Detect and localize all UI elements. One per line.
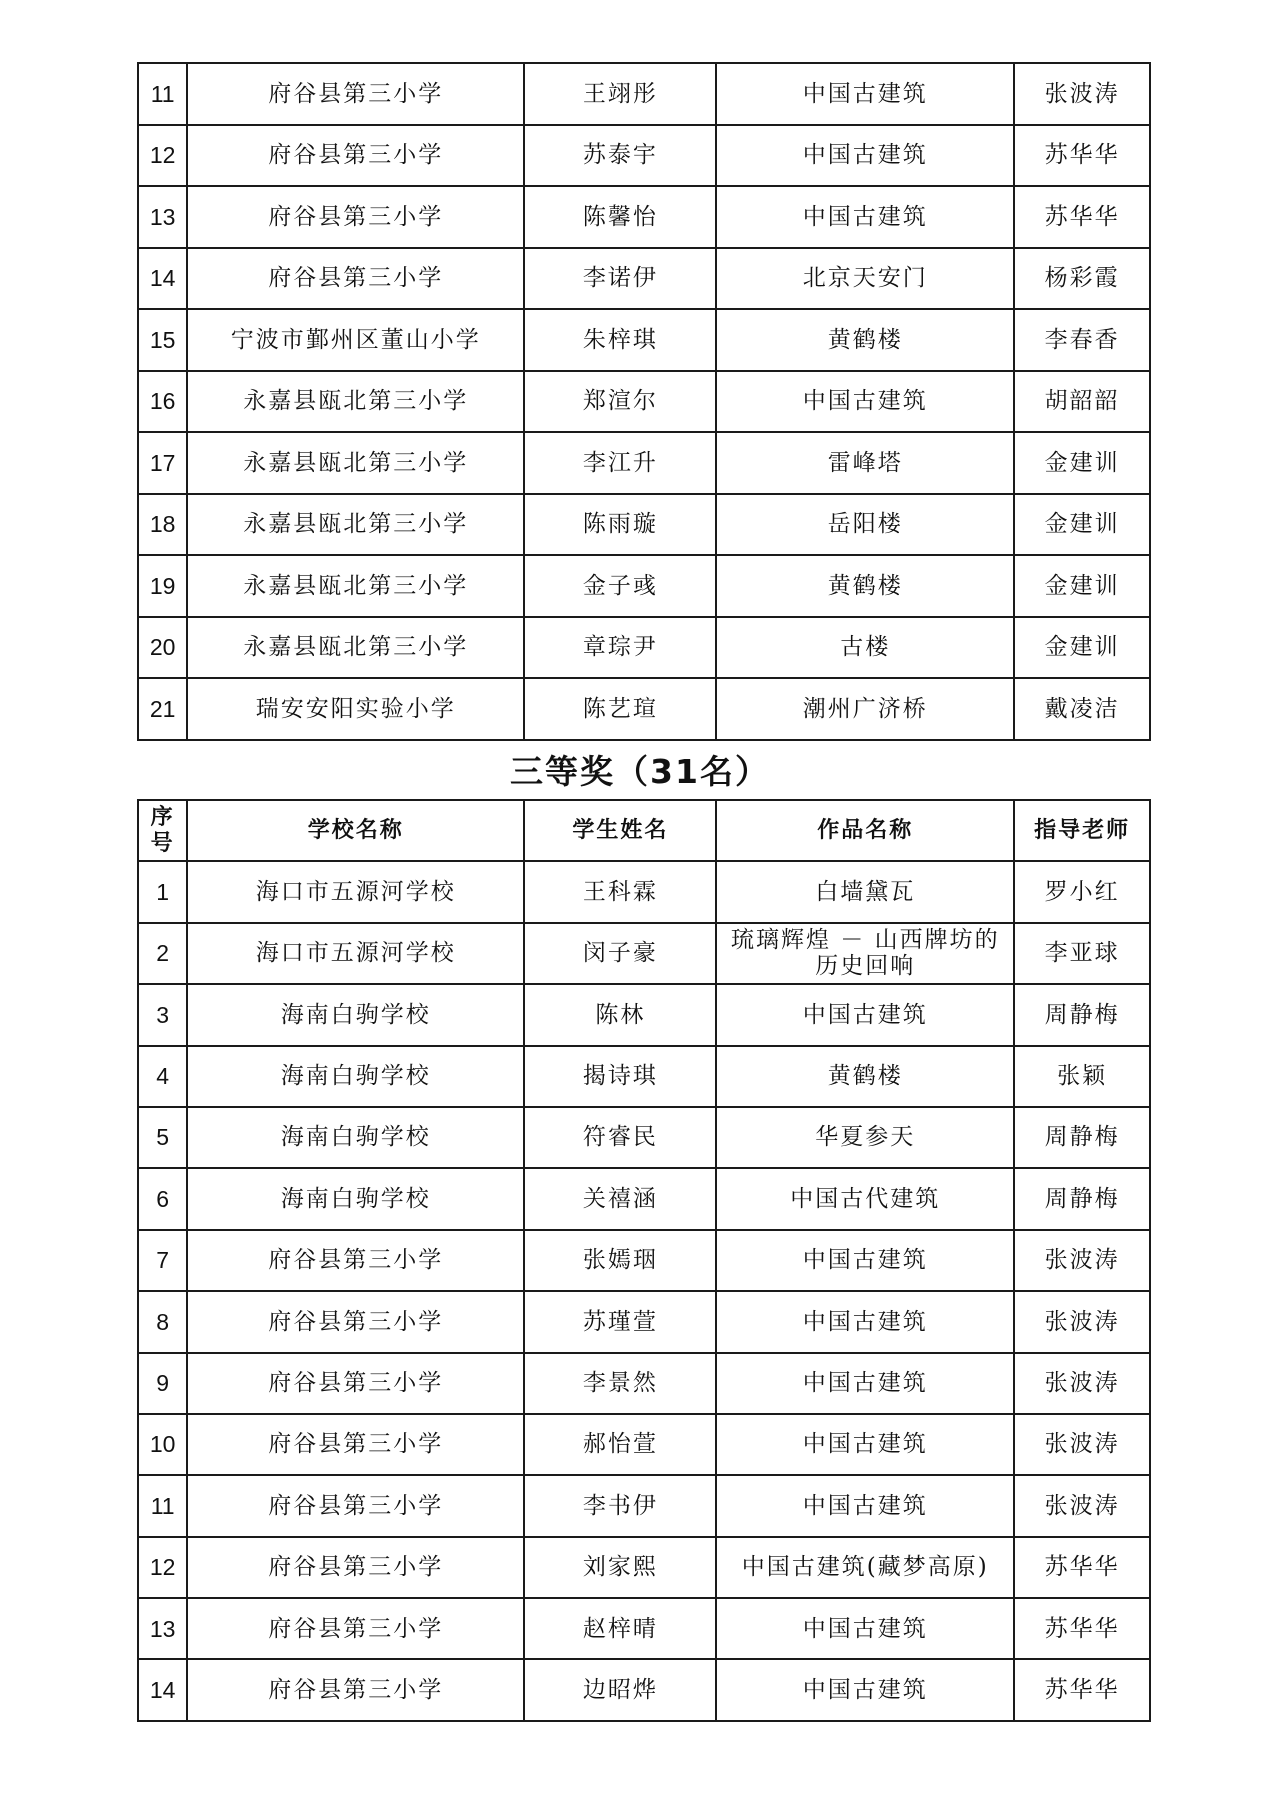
- table-body: [138, 63, 1150, 740]
- table-row: [138, 1107, 1150, 1168]
- cell-school: 府谷县第三小学: [187, 1414, 524, 1475]
- cell-student: 苏泰宇: [524, 125, 716, 187]
- cell-no: 1: [138, 861, 187, 922]
- table-row: [138, 1230, 1150, 1291]
- cell-student: 陈艺瑄: [524, 678, 716, 740]
- cell-teacher: 苏华华: [1014, 1659, 1150, 1720]
- cell-school: 府谷县第三小学: [187, 248, 524, 310]
- cell-no: 20: [138, 617, 187, 679]
- cell-work: 中国古建筑: [716, 371, 1014, 433]
- table-row: [138, 984, 1150, 1045]
- cell-school: 海南白驹学校: [187, 1046, 524, 1107]
- cell-work: 黄鹤楼: [716, 309, 1014, 371]
- cell-no: 10: [138, 1414, 187, 1475]
- cell-student: 陈雨璇: [524, 494, 716, 556]
- table-row: [138, 1353, 1150, 1414]
- cell-work: 琉璃辉煌 － 山西牌坊的历史回响: [716, 923, 1014, 984]
- cell-school: 府谷县第三小学: [187, 125, 524, 187]
- table-row: [138, 494, 1150, 556]
- cell-work: 中国古建筑: [716, 1291, 1014, 1352]
- cell-school: 海南白驹学校: [187, 1168, 524, 1229]
- table-row: [138, 1537, 1150, 1598]
- cell-student: 苏瑾萱: [524, 1291, 716, 1352]
- cell-school: 永嘉县瓯北第三小学: [187, 617, 524, 679]
- table-row: [138, 371, 1150, 433]
- cell-teacher: 李亚球: [1014, 923, 1150, 984]
- cell-teacher: 周静梅: [1014, 1107, 1150, 1168]
- table-row: [138, 678, 1150, 740]
- cell-work: 北京天安门: [716, 248, 1014, 310]
- cell-teacher: 张波涛: [1014, 1353, 1150, 1414]
- cell-teacher: 张颖: [1014, 1046, 1150, 1107]
- table-row: [138, 1598, 1150, 1659]
- cell-teacher: 张波涛: [1014, 63, 1150, 125]
- cell-no: 21: [138, 678, 187, 740]
- cell-teacher: 苏华华: [1014, 1537, 1150, 1598]
- cell-no: 6: [138, 1168, 187, 1229]
- cell-no: 14: [138, 1659, 187, 1720]
- cell-student: 赵梓晴: [524, 1598, 716, 1659]
- cell-school: 府谷县第三小学: [187, 1598, 524, 1659]
- cell-student: 郝怡萱: [524, 1414, 716, 1475]
- table-row: [138, 617, 1150, 679]
- cell-student: 揭诗琪: [524, 1046, 716, 1107]
- cell-work: 黄鹤楼: [716, 1046, 1014, 1107]
- cell-teacher: 苏华华: [1014, 186, 1150, 248]
- header-work: 作品名称: [716, 800, 1014, 861]
- cell-no: 5: [138, 1107, 187, 1168]
- cell-no: 7: [138, 1230, 187, 1291]
- cell-work: 中国古建筑: [716, 1598, 1014, 1659]
- cell-teacher: 张波涛: [1014, 1291, 1150, 1352]
- cell-no: 14: [138, 248, 187, 310]
- cell-student: 李书伊: [524, 1475, 716, 1536]
- cell-teacher: 杨彩霞: [1014, 248, 1150, 310]
- cell-student: 郑渲尔: [524, 371, 716, 433]
- cell-work: 古楼: [716, 617, 1014, 679]
- cell-work: 中国古建筑: [716, 984, 1014, 1045]
- cell-school: 瑞安安阳实验小学: [187, 678, 524, 740]
- cell-no: 17: [138, 432, 187, 494]
- cell-teacher: 金建训: [1014, 432, 1150, 494]
- cell-school: 府谷县第三小学: [187, 1353, 524, 1414]
- table-row: [138, 186, 1150, 248]
- cell-work: 中国古建筑: [716, 1353, 1014, 1414]
- cell-no: 8: [138, 1291, 187, 1352]
- cell-work: 岳阳楼: [716, 494, 1014, 556]
- cell-student: 朱梓琪: [524, 309, 716, 371]
- cell-school: 府谷县第三小学: [187, 1659, 524, 1720]
- cell-no: 18: [138, 494, 187, 556]
- cell-work: 中国古建筑: [716, 186, 1014, 248]
- cell-work: 黄鹤楼: [716, 555, 1014, 617]
- cell-school: 海口市五源河学校: [187, 923, 524, 984]
- cell-teacher: 胡韶韶: [1014, 371, 1150, 433]
- cell-work: 华夏参天: [716, 1107, 1014, 1168]
- cell-no: 13: [138, 186, 187, 248]
- cell-work: 白墙黛瓦: [716, 861, 1014, 922]
- cell-no: 4: [138, 1046, 187, 1107]
- cell-school: 海南白驹学校: [187, 984, 524, 1045]
- cell-student: 王翊彤: [524, 63, 716, 125]
- cell-teacher: 周静梅: [1014, 984, 1150, 1045]
- cell-work: 中国古建筑: [716, 125, 1014, 187]
- cell-student: 章琮尹: [524, 617, 716, 679]
- header-no: 序号: [138, 800, 187, 861]
- cell-teacher: 李春香: [1014, 309, 1150, 371]
- table-row: [138, 309, 1150, 371]
- table-body: [138, 861, 1150, 1720]
- cell-teacher: 金建训: [1014, 555, 1150, 617]
- cell-student: 闵子豪: [524, 923, 716, 984]
- cell-teacher: 金建训: [1014, 617, 1150, 679]
- cell-work: 中国古建筑: [716, 1230, 1014, 1291]
- cell-school: 海南白驹学校: [187, 1107, 524, 1168]
- cell-teacher: 罗小红: [1014, 861, 1150, 922]
- cell-work: 中国古建筑: [716, 1475, 1014, 1536]
- cell-school: 府谷县第三小学: [187, 1475, 524, 1536]
- cell-student: 符睿民: [524, 1107, 716, 1168]
- table-row: [138, 923, 1150, 984]
- cell-student: 陈馨怡: [524, 186, 716, 248]
- cell-work: 中国古建筑: [716, 1414, 1014, 1475]
- cell-student: 张嫣珚: [524, 1230, 716, 1291]
- cell-work: 中国古代建筑: [716, 1168, 1014, 1229]
- cell-student: 关禧涵: [524, 1168, 716, 1229]
- cell-teacher: 张波涛: [1014, 1230, 1150, 1291]
- table-row: [138, 248, 1150, 310]
- table-row: [138, 1046, 1150, 1107]
- cell-student: 刘家熙: [524, 1537, 716, 1598]
- table-row: [138, 1414, 1150, 1475]
- cell-teacher: 戴凌洁: [1014, 678, 1150, 740]
- cell-student: 金子彧: [524, 555, 716, 617]
- header-row: [138, 800, 1150, 861]
- cell-no: 15: [138, 309, 187, 371]
- cell-school: 宁波市鄞州区董山小学: [187, 309, 524, 371]
- cell-school: 府谷县第三小学: [187, 186, 524, 248]
- cell-teacher: 张波涛: [1014, 1414, 1150, 1475]
- cell-student: 陈林: [524, 984, 716, 1045]
- cell-school: 府谷县第三小学: [187, 1230, 524, 1291]
- cell-school: 永嘉县瓯北第三小学: [187, 555, 524, 617]
- cell-work: 雷峰塔: [716, 432, 1014, 494]
- table-row: [138, 432, 1150, 494]
- section-title: 三等奖（31名）: [510, 752, 770, 791]
- cell-school: 府谷县第三小学: [187, 1537, 524, 1598]
- cell-work: 中国古建筑: [716, 1659, 1014, 1720]
- cell-no: 3: [138, 984, 187, 1045]
- cell-school: 海口市五源河学校: [187, 861, 524, 922]
- cell-school: 府谷县第三小学: [187, 63, 524, 125]
- cell-work: 中国古建筑(藏梦高原): [716, 1537, 1014, 1598]
- cell-no: 2: [138, 923, 187, 984]
- cell-work: 中国古建筑: [716, 63, 1014, 125]
- cell-student: 边昭烨: [524, 1659, 716, 1720]
- cell-school: 府谷县第三小学: [187, 1291, 524, 1352]
- table-header: [138, 800, 1150, 861]
- table-row: [138, 63, 1150, 125]
- cell-teacher: 苏华华: [1014, 125, 1150, 187]
- table-row: [138, 1168, 1150, 1229]
- cell-student: 李景然: [524, 1353, 716, 1414]
- cell-student: 李诺伊: [524, 248, 716, 310]
- table-row: [138, 861, 1150, 922]
- cell-teacher: 张波涛: [1014, 1475, 1150, 1536]
- cell-no: 12: [138, 1537, 187, 1598]
- award-table-continued: [137, 62, 1151, 741]
- cell-student: 李江升: [524, 432, 716, 494]
- cell-school: 永嘉县瓯北第三小学: [187, 494, 524, 556]
- header-teacher: 指导老师: [1014, 800, 1150, 861]
- cell-no: 11: [138, 1475, 187, 1536]
- table-row: [138, 555, 1150, 617]
- cell-no: 13: [138, 1598, 187, 1659]
- table-row: [138, 125, 1150, 187]
- cell-teacher: 周静梅: [1014, 1168, 1150, 1229]
- table-row: [138, 1659, 1150, 1720]
- cell-school: 永嘉县瓯北第三小学: [187, 371, 524, 433]
- cell-no: 16: [138, 371, 187, 433]
- table-row: [138, 1475, 1150, 1536]
- cell-school: 永嘉县瓯北第三小学: [187, 432, 524, 494]
- cell-teacher: 苏华华: [1014, 1598, 1150, 1659]
- header-student: 学生姓名: [524, 800, 716, 861]
- cell-no: 9: [138, 1353, 187, 1414]
- table-row: [138, 1291, 1150, 1352]
- cell-no: 12: [138, 125, 187, 187]
- award-table-third-prize: [137, 799, 1151, 1722]
- cell-work: 潮州广济桥: [716, 678, 1014, 740]
- cell-teacher: 金建训: [1014, 494, 1150, 556]
- cell-no: 19: [138, 555, 187, 617]
- header-school: 学校名称: [187, 800, 524, 861]
- cell-no: 11: [138, 63, 187, 125]
- cell-student: 王科霖: [524, 861, 716, 922]
